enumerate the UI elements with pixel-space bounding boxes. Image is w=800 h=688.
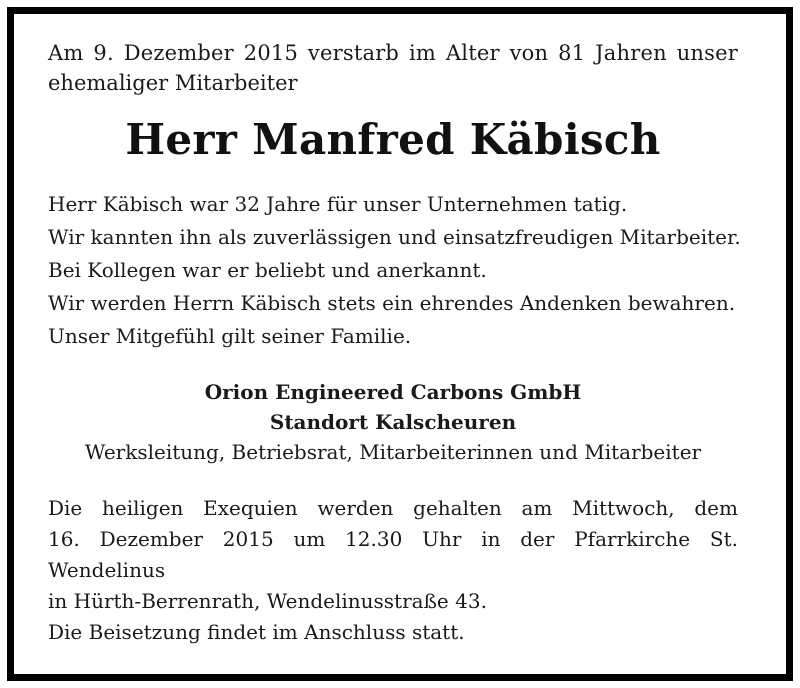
tribute-line: Unser Mitgefühl gilt seiner Familie. xyxy=(48,324,412,348)
intro-line-2: ehemaliger Mitarbeiter xyxy=(48,71,298,95)
intro-line-1: Am 9. Dezember 2015 verstarb im Alter von 81 Jahren unser xyxy=(48,41,738,65)
intro-paragraph xyxy=(48,38,738,98)
company-signatories: Werksleitung, Betriebsrat, Mitarbeiterinnen und Mitarbeiter xyxy=(84,440,702,464)
service-line-4: Die Beisetzung findet im Anschluss statt. xyxy=(48,620,465,644)
obituary-notice xyxy=(48,38,741,648)
tribute-line: Bei Kollegen war er beliebt und anerkannt. xyxy=(48,258,487,282)
service-details xyxy=(48,493,738,648)
company-site: Standort Kalscheuren xyxy=(269,410,517,434)
service-line-3: in Hürth-Berrenrath, Wendelinusstraße 43. xyxy=(48,589,487,613)
service-line-1: Die heiligen Exequien werden gehalten am Mittwoch, dem xyxy=(48,496,738,520)
company-signature xyxy=(48,377,738,467)
deceased-name: Herr Manfred Käbisch xyxy=(125,115,661,164)
company-name: Orion Engineered Carbons GmbH xyxy=(204,380,582,404)
service-line-2: 16. Dezember 2015 um 12.30 Uhr in der Pfarrkirche St. Wendelinus xyxy=(48,527,738,582)
tribute-line: Herr Käbisch war 32 Jahre für unser Unternehmen tatig. xyxy=(48,192,628,216)
tribute-line: Wir kannten ihn als zuverlässigen und einsatzfreudigen Mitarbeiter. xyxy=(48,225,741,249)
tribute-line: Wir werden Herrn Käbisch stets ein ehrendes Andenken bewahren. xyxy=(48,291,736,315)
tribute-paragraph xyxy=(48,188,741,353)
